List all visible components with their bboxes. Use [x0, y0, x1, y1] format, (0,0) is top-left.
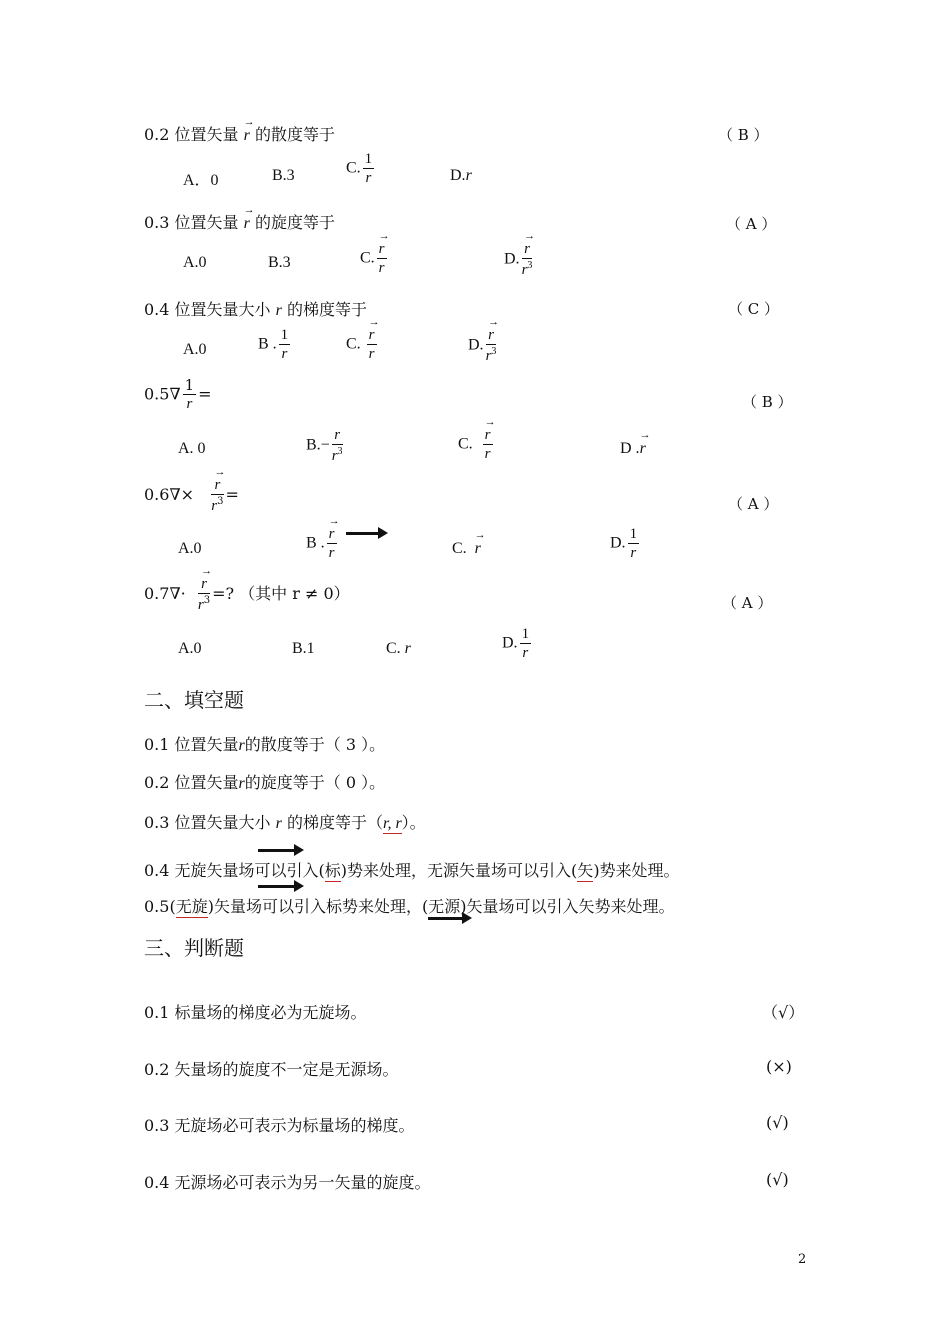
option-d	[504, 242, 534, 278]
option-c	[452, 540, 481, 558]
exponent: 3	[527, 260, 533, 271]
option-label: C.	[458, 435, 473, 453]
option-label: B .	[258, 335, 277, 353]
item-text: ）。	[401, 813, 426, 832]
denominator: r	[331, 448, 338, 464]
item-text: 0.2 位置矢量	[144, 773, 239, 792]
stem-text: 的旋度等于	[254, 213, 335, 232]
stem-text: 的散度等于	[254, 125, 335, 144]
fill-item-0-4	[144, 858, 680, 881]
vector-r-symbol: → r	[244, 127, 250, 145]
judge-item-0-1: 0.1 标量场的梯度必为无旋场。	[144, 1003, 367, 1022]
exponent: 3	[203, 595, 211, 606]
numerator: 1	[184, 376, 195, 394]
option-label: D.	[610, 534, 626, 552]
item-text: 的散度等于（ 3 ）。	[244, 735, 386, 754]
r-symbol: r	[465, 167, 472, 184]
stem-text: =	[225, 485, 239, 504]
option-b	[306, 527, 339, 561]
option-d	[468, 328, 498, 364]
option-label: D .	[620, 440, 640, 457]
option-d	[620, 440, 646, 458]
option-label: C.	[346, 335, 361, 353]
vector-r-symbol: → r	[244, 215, 250, 233]
numerator: 1	[280, 327, 289, 343]
vector-r-symbol: → r	[640, 440, 646, 458]
arrow-annotation-icon	[258, 885, 296, 888]
denominator: r	[484, 446, 491, 462]
vector-r-symbol: → r	[214, 478, 220, 493]
question-0-3-stem	[144, 210, 335, 233]
page-number: 2	[798, 1252, 807, 1267]
numerator: r	[332, 428, 343, 445]
option-b: B.3	[268, 254, 291, 271]
r-symbol: r	[275, 302, 282, 319]
option-label: C.	[360, 249, 375, 267]
stem-text: 0.2 位置矢量	[144, 125, 239, 144]
option-label: B .	[306, 534, 325, 552]
fraction	[483, 428, 493, 462]
option-d	[610, 527, 641, 561]
option-a: A.0	[183, 254, 207, 271]
item-text: )矢量场可以引入矢势来处理。	[460, 897, 675, 916]
judge-item-0-4: 0.4 无源场必可表示为另一矢量的旋度。	[144, 1173, 431, 1192]
question-0-4-stem	[144, 297, 367, 320]
fraction	[332, 428, 343, 464]
option-label: D.	[468, 336, 484, 354]
fill-item-0-1	[144, 732, 385, 755]
question-0-5-stem	[144, 378, 212, 412]
denominator: r	[186, 396, 193, 412]
fraction	[522, 242, 533, 278]
option-label: C.	[452, 540, 467, 557]
question-0-2-stem	[144, 122, 335, 145]
denominator: r	[378, 260, 385, 276]
question-0-2-answer: （ B ）	[718, 126, 769, 144]
stem-text: 0.6∇×	[144, 485, 195, 504]
item-text: )势来处理，无源矢量场可以引入(	[340, 861, 578, 880]
stem-text: 0.3 位置矢量	[144, 213, 239, 232]
denominator: r	[211, 498, 218, 514]
judge-item-0-2: 0.2 矢量场的旋度不一定是无源场。	[144, 1060, 399, 1079]
r-symbol: r	[404, 640, 411, 657]
denominator: r	[368, 346, 375, 362]
item-text: 的梯度等于（	[286, 813, 383, 832]
option-a: A.0	[178, 640, 202, 657]
vector-r-symbol: → r	[369, 328, 375, 343]
denominator: r	[485, 348, 492, 364]
vector-r-symbol: → r	[488, 328, 494, 343]
question-0-7-answer: （ A ）	[722, 594, 773, 612]
judge-item-0-3: 0.3 无旋场必可表示为标量场的梯度。	[144, 1116, 415, 1135]
stem-text: 0.5∇	[144, 384, 181, 404]
option-c	[458, 428, 495, 462]
item-text: 0.5(	[144, 897, 176, 916]
option-b: B.3	[272, 167, 295, 184]
fraction	[279, 328, 291, 362]
judge-answer-0-4: (√)	[766, 1170, 789, 1189]
fraction	[628, 527, 640, 561]
fill-item-0-3	[144, 810, 426, 833]
option-label: C.	[386, 640, 401, 657]
judge-answer-0-3: (√)	[766, 1113, 789, 1132]
denominator: r	[281, 346, 288, 362]
section-2-heading: 二、填空题	[144, 688, 244, 712]
vector-r-symbol: → r	[475, 540, 481, 558]
option-b: B.1	[292, 640, 315, 657]
vector-r-symbol: → r	[485, 428, 491, 443]
denominator: r	[365, 170, 372, 186]
fraction	[486, 328, 497, 364]
option-c	[346, 152, 376, 186]
r-symbol: r	[238, 775, 245, 792]
option-a: A. 0	[178, 440, 206, 457]
question-0-3-answer: （ A ）	[726, 215, 777, 233]
question-0-6-answer: （ A ）	[728, 495, 779, 513]
section-3-heading: 三、判断题	[144, 936, 244, 960]
stem-text: 的梯度等于	[286, 300, 367, 319]
stem-text: 0.4 位置矢量大小	[144, 300, 271, 319]
option-label: D.	[450, 167, 466, 184]
option-label: B.−	[306, 436, 330, 454]
option-a: A.0	[178, 540, 202, 557]
fill-item-0-5	[144, 894, 674, 917]
item-text: 0.4 无旋矢量场可以引入(	[144, 861, 325, 880]
question-0-5-answer: （ B ）	[742, 393, 793, 411]
underlined-answer: 矢	[577, 861, 594, 880]
item-text: 的旋度等于（ 0 ）。	[244, 773, 386, 792]
option-a: A．0	[183, 172, 219, 189]
option-d	[450, 167, 472, 185]
fraction	[520, 627, 532, 661]
stem-text: 0.7∇·	[144, 584, 186, 603]
vector-r-symbol: → r	[329, 527, 335, 542]
question-0-7-stem	[144, 576, 350, 613]
denominator: r	[522, 645, 529, 661]
option-label: C.	[346, 159, 361, 177]
r-symbol: r	[275, 815, 282, 832]
option-c	[386, 640, 411, 658]
denominator: r	[197, 597, 204, 613]
fraction	[327, 527, 337, 561]
item-text: 0.3 位置矢量大小	[144, 813, 271, 832]
option-b	[258, 328, 292, 362]
fill-item-0-2	[144, 770, 385, 793]
arrow-annotation-icon	[428, 917, 464, 920]
stem-text: =? （其中 r ≠ 0）	[212, 584, 350, 603]
underlined-answer: 标	[324, 861, 341, 880]
question-0-6-stem	[144, 477, 239, 514]
arrow-annotation-icon	[346, 532, 380, 535]
exponent: 3	[491, 346, 497, 357]
numerator: 1	[629, 526, 638, 542]
option-b	[306, 428, 345, 464]
underlined-answer: r, r	[382, 815, 402, 832]
question-0-4-answer: （ C ）	[728, 300, 780, 318]
stem-text: =	[198, 384, 212, 404]
fraction	[183, 378, 197, 412]
underlined-answer: 无旋	[175, 897, 208, 916]
fraction	[363, 152, 375, 186]
option-label: D.	[502, 634, 518, 652]
underlined-answer: 无源	[428, 897, 461, 916]
option-c	[360, 242, 389, 276]
option-d	[502, 627, 533, 661]
numerator: 1	[521, 626, 530, 642]
vector-r-symbol: → r	[201, 577, 207, 592]
arrow-annotation-icon	[258, 849, 296, 852]
fraction	[198, 576, 210, 613]
fraction	[377, 242, 387, 276]
fraction	[367, 328, 377, 362]
option-label: D.	[504, 250, 520, 268]
r-symbol: r	[238, 737, 245, 754]
item-text: )矢量场可以引入标势来处理，(	[207, 897, 429, 916]
item-text: 0.1 位置矢量	[144, 735, 239, 754]
denominator: r	[328, 545, 335, 561]
exponent: 3	[337, 446, 343, 457]
item-text: )势来处理。	[593, 861, 680, 880]
vector-r-symbol: → r	[524, 242, 530, 257]
judge-answer-0-1: （√）	[762, 1003, 805, 1022]
judge-answer-0-2: (×)	[766, 1057, 792, 1076]
denominator: r	[521, 262, 528, 278]
option-c	[346, 328, 379, 362]
fraction	[211, 477, 223, 514]
denominator: r	[630, 545, 637, 561]
numerator: 1	[364, 151, 373, 167]
vector-r-symbol: → r	[379, 242, 385, 257]
exponent: 3	[217, 496, 224, 507]
option-a: A.0	[183, 341, 207, 358]
